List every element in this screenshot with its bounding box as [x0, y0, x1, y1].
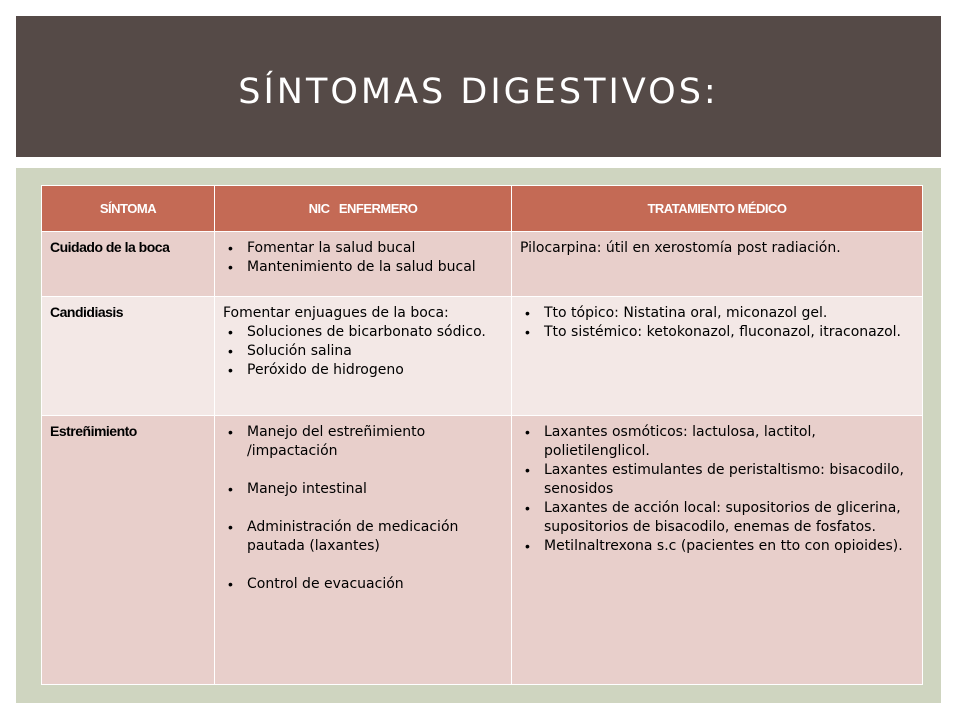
treatment-cell: [512, 232, 923, 297]
list-item: • Solución salina: [223, 342, 504, 361]
list-item: • Peróxido de hidrogeno: [223, 361, 504, 380]
table-header-row: [42, 186, 923, 232]
treatment-cell: [512, 297, 923, 416]
symptom-cell: Cuidado de la boca: [42, 232, 215, 297]
slide-title: SÍNTOMAS DIGESTIVOS:: [238, 71, 719, 112]
list-item: • Fomentar la salud bucal: [223, 239, 504, 258]
header-symptom: SÍNTOMA: [42, 186, 215, 232]
table-row: [42, 232, 923, 297]
table-row: [42, 297, 923, 416]
nic-cell: [215, 416, 512, 685]
list-item: • Manejo del estreñimiento /impactación: [223, 423, 504, 461]
list-item: • Control de evacuación: [223, 575, 504, 594]
symptom-cell: Candidiasis: [42, 297, 215, 416]
nic-intro-text: Fomentar enjuagues de la boca:: [223, 305, 449, 321]
list-item: • Laxantes de acción local: supositorios de glicerina, supositorios de bisacodilo, enemas de fosfatos.: [520, 499, 915, 537]
list-item: • Laxantes estimulantes de peristaltismo: bisacodilo, senosidos: [520, 461, 915, 499]
nic-cell: [215, 297, 512, 416]
list-item: • Tto tópico: Nistatina oral, miconazol gel.: [520, 304, 915, 323]
list-item: • Soluciones de bicarbonato sódico.: [223, 323, 504, 342]
symptom-cell: Estreñimiento: [42, 416, 215, 685]
list-item: • Administración de medicación pautada (laxantes): [223, 518, 504, 556]
header-treatment: TRATAMIENTO MÉDICO: [512, 186, 923, 232]
treatment-text: Pilocarpina: útil en xerostomía post radiación.: [520, 240, 841, 256]
list-item: • Manejo intestinal: [223, 480, 504, 499]
treatment-cell: [512, 416, 923, 685]
title-banner: [16, 16, 941, 157]
table-row: [42, 416, 923, 685]
symptoms-table: [41, 185, 923, 685]
list-item: • Tto sistémico: ketokonazol, fluconazol, itraconazol.: [520, 323, 915, 342]
header-nic: NIC ENFERMERO: [215, 186, 512, 232]
list-item: • Metilnaltrexona s.c (pacientes en tto con opioides).: [520, 537, 915, 556]
list-item: • Mantenimiento de la salud bucal: [223, 258, 504, 277]
nic-cell: [215, 232, 512, 297]
list-item: • Laxantes osmóticos: lactulosa, lactitol, polietilenglicol.: [520, 423, 915, 461]
